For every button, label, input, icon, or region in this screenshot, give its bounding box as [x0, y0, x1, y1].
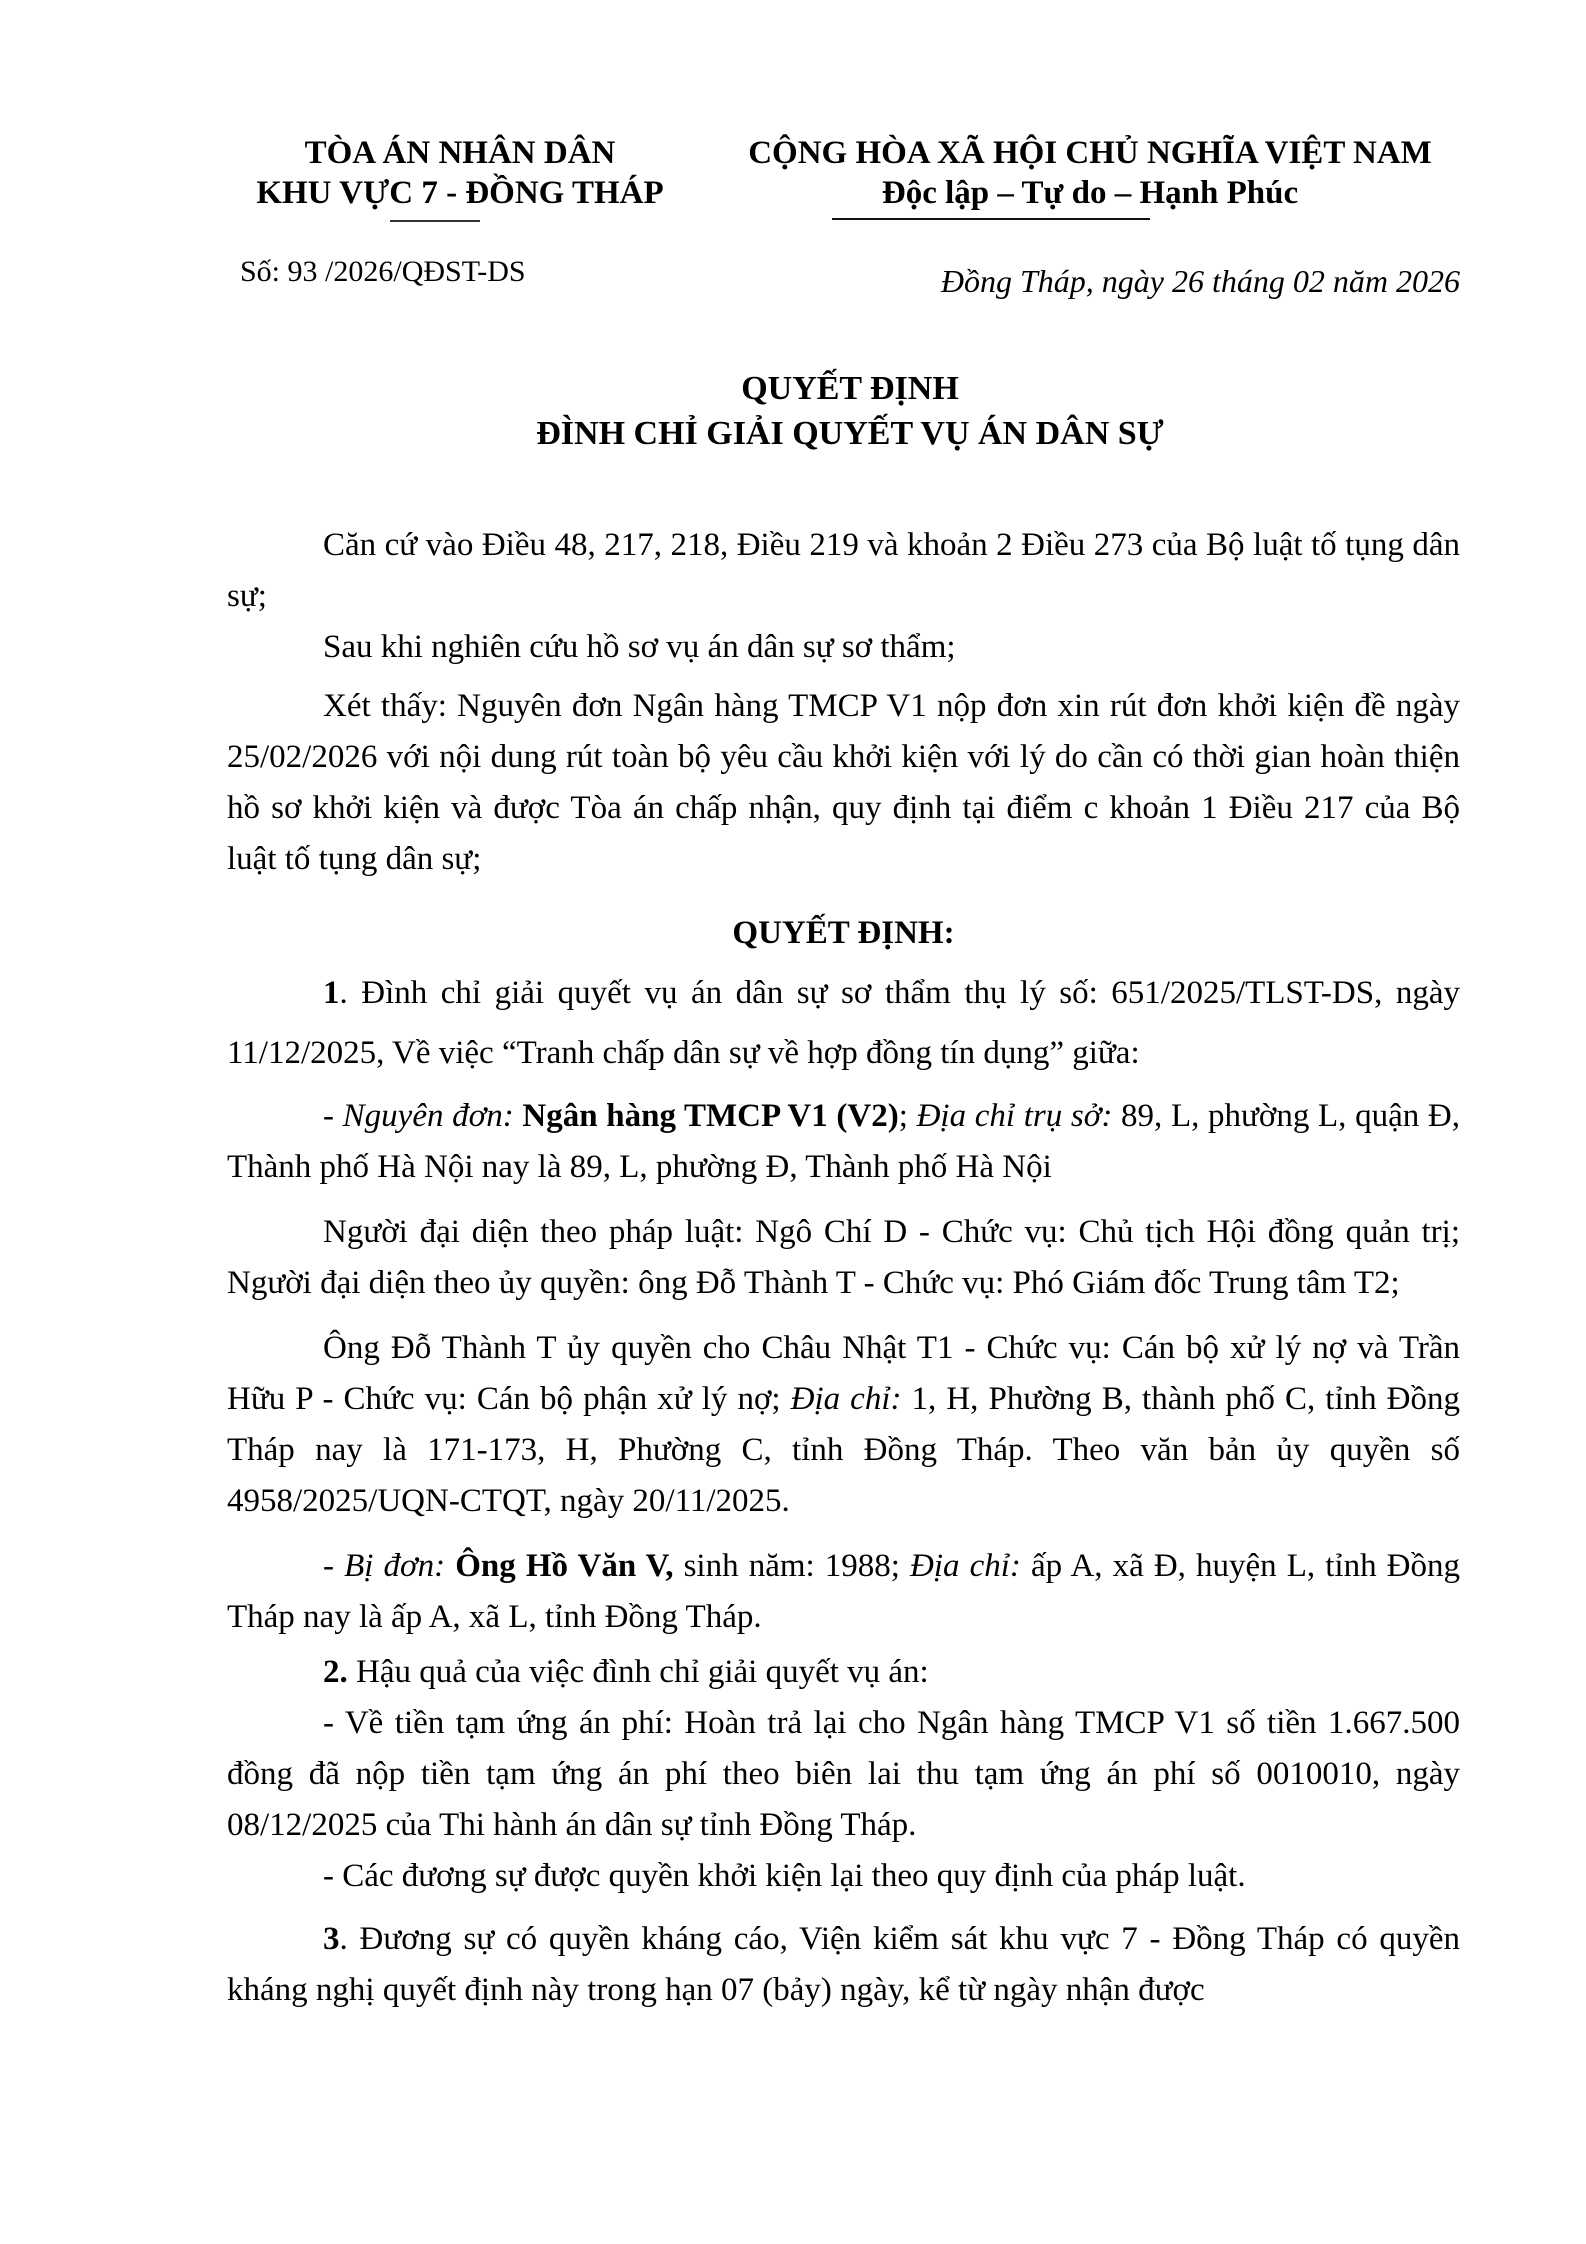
- document-title: [220, 366, 1480, 456]
- plaintiff-label: Nguyên đơn:: [342, 1098, 514, 1134]
- plaintiff-dash: -: [323, 1098, 343, 1134]
- title-line-2: ĐÌNH CHỈ GIẢI QUYẾT VỤ ÁN DÂN SỰ: [536, 415, 1164, 452]
- court-name: TÒA ÁN NHÂN DÂN: [304, 135, 616, 171]
- date-place: Đồng Tháp, ngày 26 tháng 02 năm 2026: [940, 263, 1460, 299]
- item-3: [227, 1914, 1460, 2016]
- court-district: KHU VỰC 7 - ĐỒNG THÁP: [256, 175, 664, 211]
- court-fee: - Về tiền tạm ứng án phí: Hoàn trả lại cho Ngân hàng TMCP V1 số tiền 1.667.500 đồng đã nộp tiền tạm ứng án phí theo biên lai thu tạm ứng án phí số 0010010, ngày 08/12/2025 của Thi hành án dân sự tỉnh Đồng Tháp.: [227, 1705, 1460, 1843]
- consideration: Xét thấy: Nguyên đơn Ngân hàng TMCP V1 nộp đơn xin rút đơn khởi kiện đề ngày 25/02/2026 với nội dung rút toàn bộ yêu cầu khởi kiện với lý do cần có thời gian hoàn thiện hồ sơ khởi kiện và được Tòa án chấp nhận, quy định tại điểm c khoản 1 Điều 217 của Bộ luật tố tụng dân sự;: [227, 688, 1460, 877]
- review-statement: Sau khi nghiên cứu hồ sơ vụ án dân sự sơ thẩm;: [323, 629, 956, 665]
- refiling-rights: - Các đương sự được quyền khởi kiện lại theo quy định của pháp luật.: [323, 1858, 1246, 1894]
- item-2-text: Hậu quả của việc đình chỉ giải quyết vụ án:: [347, 1654, 929, 1690]
- item-2: [227, 1647, 1460, 1698]
- item-1-text: . Đình chỉ giải quyết vụ án dân sự sơ thẩm thụ lý số: 651/2025/TLST-DS, ngày 11/12/2025, Về việc “Tranh chấp dân sự về hợp đồng tín dụng” giữa:: [227, 975, 1460, 1071]
- plaintiff-address-label: Địa chỉ trụ sở:: [916, 1098, 1113, 1134]
- authorized-address-label: Địa chỉ:: [790, 1381, 902, 1417]
- authorized-representatives: [227, 1323, 1460, 1527]
- decision-section: [227, 908, 1460, 2016]
- authorized-address: 1, H, Phường B, thành phố C, tỉnh Đồng Tháp nay là 171-173, H, Phường C, tỉnh Đồng Tháp. Theo văn bản ủy quyền số 4958/2025/UQN-CTQT, ngày 20/11/2025.: [227, 1381, 1460, 1519]
- title-line-1: QUYẾT ĐỊNH: [741, 370, 959, 407]
- reference-number: Số: 93 /2026/QĐST-DS: [240, 255, 526, 288]
- plaintiff-sep: ;: [898, 1098, 917, 1134]
- preamble: [227, 520, 1460, 885]
- plaintiff: [227, 1091, 1460, 1193]
- authorized-text: Ông Đỗ Thành T ủy quyền cho Châu Nhật T1 - Chức vụ: Cán bộ xử lý nợ và Trần Hữu P - Chức vụ: Cán bộ phận xử lý nợ;: [227, 1330, 1460, 1417]
- plaintiff-name: Ngân hàng TMCP V1 (V2): [513, 1098, 899, 1134]
- item-3-number: 3: [323, 1921, 340, 1957]
- item-1-number: 1: [323, 975, 340, 1011]
- legal-representative: Người đại diện theo pháp luật: Ngô Chí D - Chức vụ: Chủ tịch Hội đồng quản trị; Người đại diện theo ủy quyền: ông Đỗ Thành T - Chức vụ: Phó Giám đốc Trung tâm T2;: [227, 1214, 1460, 1301]
- motto-underline: [832, 218, 1150, 220]
- court-name-underline: [390, 220, 480, 222]
- defendant-label: Bị đơn:: [344, 1548, 446, 1584]
- defendant-address: ấp A, xã Đ, huyện L, tỉnh Đồng Tháp nay là ấp A, xã L, tỉnh Đồng Tháp.: [227, 1548, 1461, 1635]
- national-motto: Độc lập – Tự do – Hạnh Phúc: [881, 175, 1299, 211]
- item-2-number: 2.: [323, 1654, 348, 1690]
- decision-heading: QUYẾT ĐỊNH:: [732, 915, 955, 951]
- country-name: CỘNG HÒA XÃ HỘI CHỦ NGHĨA VIỆT NAM: [748, 135, 1432, 171]
- item-1: [227, 963, 1460, 1083]
- item-3-text: . Đương sự có quyền kháng cáo, Viện kiểm sát khu vực 7 - Đồng Tháp có quyền kháng nghị quyết định này trong hạn 07 (bảy) ngày, kể từ ngày nhận được: [227, 1921, 1460, 2008]
- plaintiff-address: 89, L, phường L, quận Đ, Thành phố Hà Nội nay là 89, L, phường Đ, Thành phố Hà Nội: [227, 1098, 1460, 1185]
- court-name-block: [210, 133, 710, 213]
- legal-basis: Căn cứ vào Điều 48, 217, 218, Điều 219 và khoản 2 Điều 273 của Bộ luật tố tụng dân sự;: [227, 527, 1460, 614]
- defendant-name: Ông Hồ Văn V,: [445, 1548, 674, 1584]
- national-motto-block: [700, 133, 1480, 213]
- defendant-dash: -: [323, 1548, 345, 1584]
- defendant-birth: sinh năm: 1988;: [673, 1548, 911, 1584]
- defendant-address-label: Địa chỉ:: [910, 1548, 1021, 1584]
- defendant: [227, 1541, 1460, 1643]
